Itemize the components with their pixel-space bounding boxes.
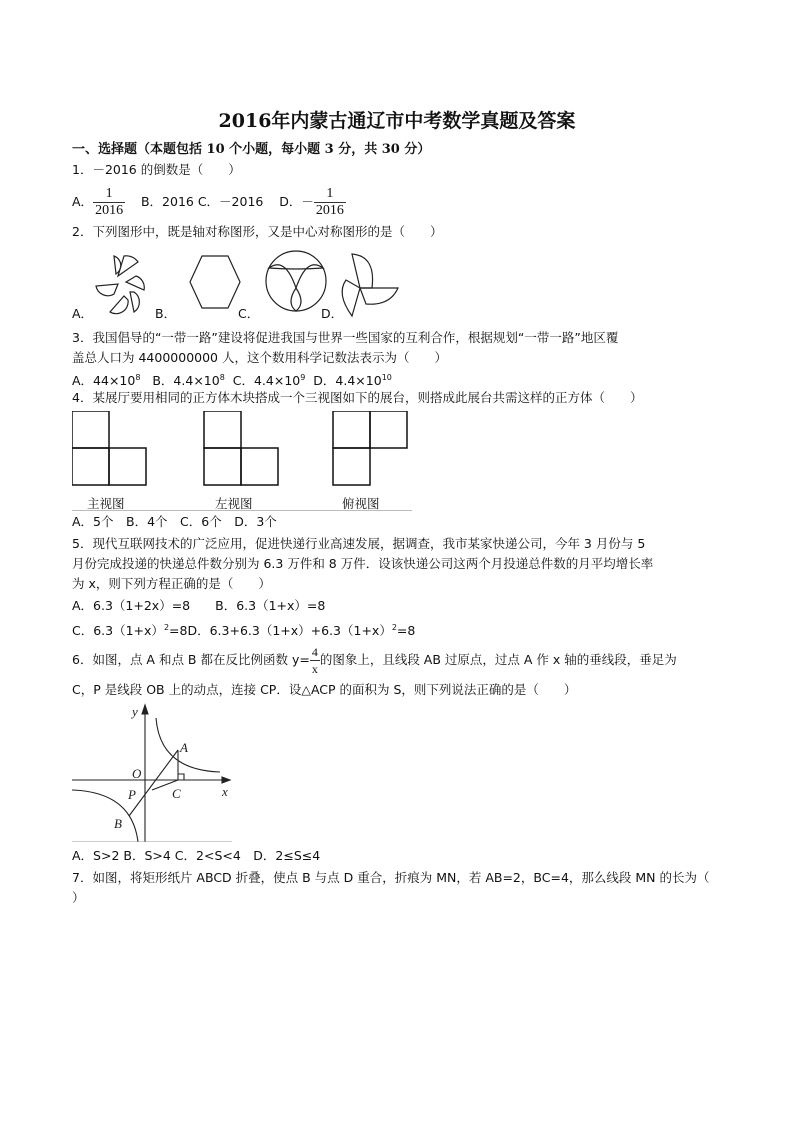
q2-label-a: A． xyxy=(72,306,94,321)
q3-line1: 3．我国倡导的“一带一路”建设将促进我国与世界一些国家的互利合作，根据规划“一带一路”地区覆 xyxy=(72,330,619,345)
q1-a-label: A． xyxy=(72,194,94,209)
q3-options: A．$44\times 10^8$ B．$4.4\times 10^8$ C．$4.4\times 10^9$ D．$4.4\times 10^{10}$ xyxy=(72,373,392,389)
axis-label-y: y xyxy=(132,704,138,719)
divider xyxy=(72,510,412,511)
top-view xyxy=(333,411,407,485)
q2-label-d: D． xyxy=(321,306,344,321)
circle-figure-c xyxy=(266,251,326,311)
q4-options: A．5个 B．4个 C．6个 D．3个 xyxy=(72,514,277,529)
q4-stem: 4．某展厅要用相同的正方体木块搭成一个三视图如下的展台，则搭成此展台共需这样的正方体（ ） xyxy=(72,390,643,405)
q5-options-cd: C．$6.3(1+x)^2=8D$．$6.3+6.3(1+x)+6.3(1+x)^2=8$ xyxy=(72,623,416,639)
q1-options xyxy=(72,186,346,219)
q2-label-b: B． xyxy=(155,306,177,321)
q1-a-fraction: $\frac{1}{2016}$ xyxy=(95,186,124,218)
front-view xyxy=(72,411,146,485)
q4-three-views xyxy=(72,411,412,486)
page-title: 2016年内蒙古通辽市中考数学真题及答案 xyxy=(218,110,576,132)
q6-fraction: $\frac{4}{x}$ xyxy=(311,645,318,676)
q7-line2: ） xyxy=(72,890,85,905)
point-p: P xyxy=(128,787,136,802)
q2-stem: 2．下列图形中，既是轴对称图形，又是中心对称图形的是（ ） xyxy=(72,224,443,239)
point-o: O xyxy=(132,766,142,781)
q2-figures xyxy=(90,248,410,320)
q5-line1: 5．现代互联网技术的广泛应用，促进快递行业高速发展，据调查，我市某家快递公司，今年 3 月份与 5 xyxy=(72,536,646,551)
q3-line2: 盖总人口为 4400000000 人，这个数用科学记数法表示为（ ） xyxy=(72,350,447,365)
q1-bc-options: B．2016 C．－2016 xyxy=(140,194,264,209)
q2-label-c: C． xyxy=(238,306,260,321)
view-label-front: 主视图 xyxy=(87,496,125,511)
q5-line2: 月份完成投递的快递总件数分别为 6.3 万件和 8 万件．设该快递公司这两个月投递总件数的月平均增长率 xyxy=(72,556,654,571)
section-heading: 一、选择题（本题包括 10 个小题，每小题 3 分，共 30 分） xyxy=(72,142,431,157)
q6-options: A．S>2 B．S>4 C．2<S<4 D．2≤S≤4 xyxy=(72,848,321,863)
axis-label-x: x xyxy=(222,784,228,799)
hexagon-figure-b xyxy=(190,256,240,308)
q7-line1: 7．如图，将矩形纸片 ABCD 折叠，使点 B 与点 D 重合，折痕为 MN，若 AB=2，BC=4，那么线段 MN 的长为（ xyxy=(72,870,710,885)
side-view xyxy=(204,411,278,485)
q6-graph xyxy=(72,700,232,842)
point-a: A xyxy=(180,740,188,755)
q1-stem: 1．－2016 的倒数是（ ） xyxy=(72,162,241,177)
view-label-side: 左视图 xyxy=(215,496,253,511)
q5-options-ab: A．6.3（1+2x）=8 B．6.3（1+x）=8 xyxy=(72,598,326,613)
q1-d-fraction: $\frac{1}{2016}$ xyxy=(315,186,344,218)
q6-line2: C，P 是线段 OB 上的动点，连接 CP．设△ACP 的面积为 S，则下列说法正确的是（ ） xyxy=(72,682,577,697)
q6-line1: 6．如图，点 A 和点 B 都在反比例函数 y= $\frac{4}{x}$ 的图象上，且线段 AB 过原点，过点 A 作 x 轴的垂线段，垂足为 xyxy=(72,645,677,676)
pinwheel-figure-a xyxy=(96,256,144,314)
view-label-top: 俯视图 xyxy=(342,496,380,511)
q5-line3: 为 x，则下列方程正确的是（ ） xyxy=(72,576,271,591)
point-b: B xyxy=(114,816,122,831)
blade-figure-d xyxy=(342,254,398,316)
point-c: C xyxy=(172,786,181,801)
q1-d-label: D．－ xyxy=(279,194,314,209)
